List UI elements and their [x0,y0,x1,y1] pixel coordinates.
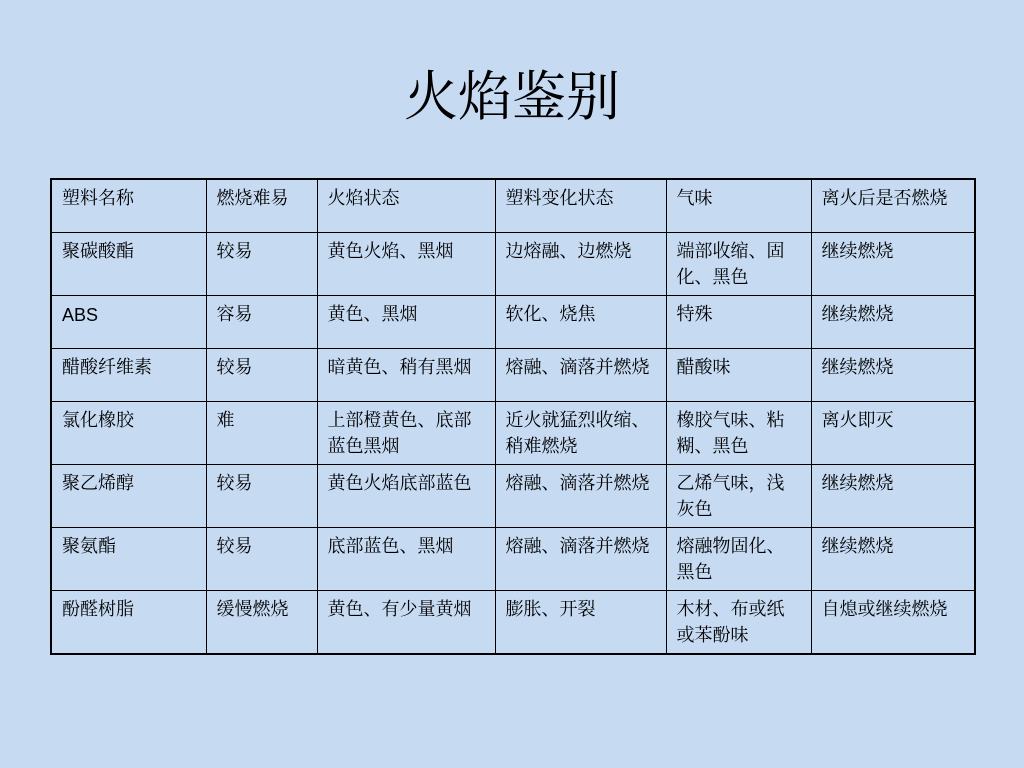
table-cell: 继续燃烧 [811,527,975,590]
table-cell: 氯化橡胶 [51,401,206,464]
table-row [51,232,975,295]
table-cell: 难 [206,401,317,464]
table-row [51,590,975,654]
table-cell: 继续燃烧 [811,295,975,348]
table-cell: 黄色、有少量黄烟 [317,590,495,654]
table-cell: 膨胀、开裂 [495,590,666,654]
table-row [51,401,975,464]
table-row [51,527,975,590]
header-cell: 塑料变化状态 [495,179,666,232]
table-cell: 容易 [206,295,317,348]
table-cell: ABS [51,295,206,348]
table-row [51,348,975,401]
table-cell: 较易 [206,527,317,590]
table-cell: 上部橙黄色、底部蓝色黑烟 [317,401,495,464]
table-cell: 缓慢燃烧 [206,590,317,654]
table-cell: 熔融、滴落并燃烧 [495,527,666,590]
table-cell: 继续燃烧 [811,232,975,295]
table-cell: 聚氨酯 [51,527,206,590]
table-cell: 较易 [206,464,317,527]
table-cell: 酚醛树脂 [51,590,206,654]
table-cell: 自熄或继续燃烧 [811,590,975,654]
table-cell: 底部蓝色、黑烟 [317,527,495,590]
table-cell: 黄色、黑烟 [317,295,495,348]
table-cell: 软化、烧焦 [495,295,666,348]
header-cell: 塑料名称 [51,179,206,232]
header-cell: 燃烧难易 [206,179,317,232]
table-cell: 边熔融、边燃烧 [495,232,666,295]
flame-identification-table [50,178,976,655]
table-cell: 黄色火焰底部蓝色 [317,464,495,527]
table-cell: 熔融、滴落并燃烧 [495,348,666,401]
header-cell: 离火后是否燃烧 [811,179,975,232]
table-cell: 乙烯气味，浅灰色 [666,464,811,527]
table-cell: 醋酸味 [666,348,811,401]
table-cell: 熔融物固化、黑色 [666,527,811,590]
table-cell: 木材、布或纸或苯酚味 [666,590,811,654]
table-header-row [51,179,975,232]
table-cell: 继续燃烧 [811,348,975,401]
header-cell: 火焰状态 [317,179,495,232]
table-cell: 继续燃烧 [811,464,975,527]
table-cell: 聚乙烯醇 [51,464,206,527]
table-row [51,295,975,348]
table-cell: 近火就猛烈收缩、稍难燃烧 [495,401,666,464]
table-cell: 熔融、滴落并燃烧 [495,464,666,527]
header-cell: 气味 [666,179,811,232]
table-cell: 特殊 [666,295,811,348]
table-cell: 端部收缩、固化、黑色 [666,232,811,295]
table-cell: 较易 [206,232,317,295]
table-cell: 醋酸纤维素 [51,348,206,401]
table-cell: 暗黄色、稍有黑烟 [317,348,495,401]
table-row [51,464,975,527]
table-cell: 离火即灭 [811,401,975,464]
table-cell: 橡胶气味、粘糊、黑色 [666,401,811,464]
table-cell: 黄色火焰、黑烟 [317,232,495,295]
table-cell: 较易 [206,348,317,401]
table-cell: 聚碳酸酯 [51,232,206,295]
slide-title: 火焰鉴别 [404,65,620,128]
